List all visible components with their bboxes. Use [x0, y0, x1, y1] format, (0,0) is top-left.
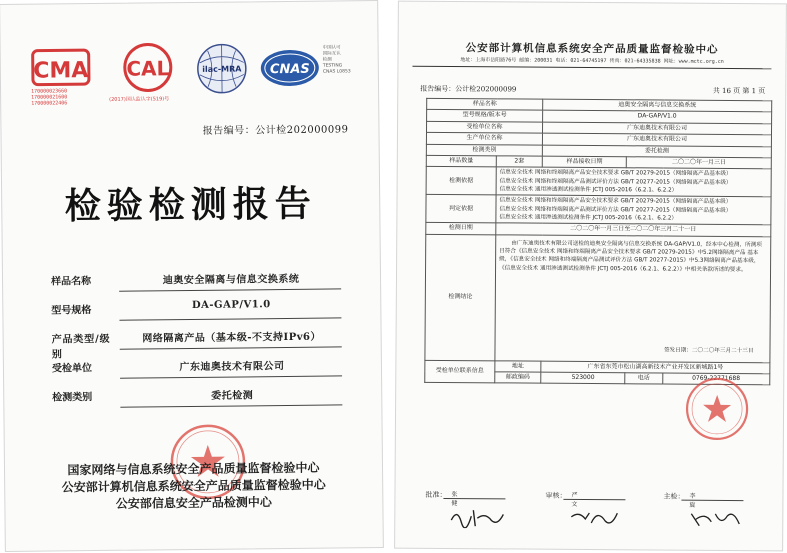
signature-role: 审核：	[545, 491, 567, 500]
field-label: 受检单位	[51, 363, 93, 375]
field-label: 型号规格	[51, 305, 92, 317]
cal-code: (2017)国认监认字(519)号	[109, 96, 170, 103]
cma-number-1: 170000023660	[31, 88, 68, 95]
cma-logo-icon	[31, 44, 91, 91]
cnas-side-line-5: CNAS L0853	[322, 69, 351, 75]
row-label: 受检单位名称	[426, 121, 542, 133]
page-title: 检验检测报告	[64, 182, 317, 228]
report-number: 报告编号：公计检202000099	[202, 124, 349, 137]
conclusion-text: 由广东迪奥技术有限公司送检的迪奥安全隔离与信息交换系统 DA-GAP/V1.0，经本中心检测，所测项目符合《信息安全技术 网络和终端隔离产品安全技术要求 GB/T 20279-2015》中5.2网络隔离产品 基本级，《信息安全技术 网络和终端隔离产品测试评价方法 GB/T 20277-2015》中5.3网络隔离产品基本级，《信息安全技术 通用渗透测试检测条件 JCTJ 005-2016（6.2.1、6.2.2）》中相关条款所述的要求。	[499, 240, 762, 273]
address-label: 地址	[495, 360, 541, 372]
field-underline	[120, 404, 342, 407]
issuer-line-3: 公安部信息安全产品检测中心	[115, 495, 272, 511]
field-value: 迪奥安全隔离与信息交换系统	[162, 273, 300, 287]
issuer-line-2: 公安部计算机信息系统安全产品质量监督检验中心	[61, 477, 326, 495]
signature-role: 批准：	[425, 490, 447, 499]
row-value: DA-GAP/V1.0	[543, 111, 772, 124]
detail-report-number: 报告编号：公计检202000099	[420, 84, 517, 94]
handwritten-signature-icon	[685, 508, 745, 530]
basis-line: 信息安全技术 网络和终端隔离产品安全技术要求 GB/T 20279-2015（网络隔离产品基本级）	[499, 169, 732, 178]
zip-label: 邮政编码	[495, 372, 541, 384]
field-underline	[119, 317, 341, 320]
field-row-product-type	[51, 321, 341, 361]
header-divider	[412, 66, 771, 70]
signature-main-inspector	[663, 492, 696, 509]
conclusion-content	[495, 234, 771, 362]
field-row-sample-name	[51, 263, 341, 295]
conclusion-label: 检测结论	[425, 234, 496, 360]
row-label: 样品名称	[427, 98, 543, 110]
field-value: 网络隔离产品（基本级-不支持IPv6）	[142, 331, 322, 345]
field-underline	[120, 346, 342, 349]
field-value: 广东迪奥技术有限公司	[179, 361, 285, 374]
test-date-value: 二〇二〇年一月三日至二〇二〇年三月二十一日	[496, 223, 771, 236]
field-label: 产品类型/级别	[51, 333, 110, 361]
signature-name: 李旋	[689, 492, 696, 509]
signature-role: 主检：	[663, 492, 685, 501]
test-date-label: 检测日期	[426, 223, 496, 235]
official-seal-icon	[684, 376, 750, 442]
basis-content	[496, 167, 771, 197]
cnas-side-line-4: TESTING	[322, 63, 343, 69]
cma-numbers	[31, 88, 95, 107]
sample-date-label: 样品接收日期	[542, 156, 626, 168]
row-value: 委托检测	[542, 145, 771, 158]
signature-review	[545, 491, 578, 508]
report-detail-page	[394, 1, 787, 552]
row-value: 广东迪奥技术有限公司	[543, 133, 772, 146]
table-row	[426, 167, 771, 197]
detail-table	[424, 98, 772, 386]
field-label: 样品名称	[50, 276, 92, 288]
sample-qty-label: 样品数量	[426, 155, 496, 167]
basis-label: 检测依据	[426, 167, 496, 195]
cnas-side-line-3: 检测	[322, 57, 332, 63]
field-underline	[120, 375, 342, 378]
handwritten-signature-icon	[447, 506, 507, 528]
basis-line: 信息安全技术 网络和终端隔离产品测试评价方法 GB/T 20277-2015（网络隔离产品基本级）	[499, 178, 732, 186]
issuer-line-1: 国家网络与信息系统安全产品质量监督检验中心	[67, 460, 320, 478]
judgment-line: 信息安全技术 通用渗透测试检测条件 JCTJ 005-2016（6.2.1、6.2.2）	[499, 214, 678, 222]
signature-name: 张健	[451, 491, 458, 508]
field-label: 检测类别	[52, 392, 93, 404]
phone-value: 0769-22771688	[662, 373, 769, 385]
ilac-logo-text: ilac-MRA	[202, 64, 242, 74]
field-value: DA-GAP/V1.0	[191, 299, 271, 311]
row-value: 迪奥安全隔离与信息交换系统	[543, 99, 772, 112]
detail-header: 公安部计算机信息系统安全产品质量监督检验中心	[465, 42, 719, 56]
report-cover-page	[0, 0, 384, 552]
judgment-content	[496, 195, 771, 225]
row-label: 生产单位名称	[426, 133, 542, 145]
field-row-model	[51, 292, 341, 324]
zip-value: 523000	[541, 372, 625, 384]
cnas-side-text	[323, 45, 369, 75]
issuing-organizations	[5, 459, 383, 514]
address-value: 广东省东莞市松山湖高新技术产业开发区新城路1号	[541, 361, 770, 374]
phone-label: 电话	[625, 373, 662, 385]
cnas-logo-icon	[259, 46, 321, 91]
signature-name: 严文	[571, 491, 578, 508]
cover-fields	[51, 263, 343, 411]
sign-date: 签发日期：二〇二〇年三月二十三日	[663, 347, 754, 355]
cma-number-2: 170000021600	[31, 94, 68, 101]
field-underline	[119, 288, 341, 291]
cnas-side-line-1: 中国认可	[322, 45, 341, 51]
row-label: 检测类别	[426, 144, 542, 156]
field-value: 委托检测	[211, 390, 254, 402]
sample-date-value: 二〇二〇年一月三日	[627, 157, 772, 169]
cma-logo-text: CMA	[33, 58, 89, 84]
contact-label: 受检单位联系信息	[425, 360, 495, 383]
judgment-label: 判定依据	[426, 195, 496, 223]
signature-row	[425, 490, 772, 532]
signature-approve	[425, 490, 458, 508]
cma-number-3: 170000022406	[31, 100, 68, 107]
table-row	[426, 195, 771, 225]
row-value: 广东迪奥技术有限公司	[543, 122, 772, 135]
judgment-line: 信息安全技术 网络和终端隔离产品测试评价方法 GB/T 20277-2015（网络隔离产品基本级）	[499, 205, 732, 214]
field-row-inspected-unit	[52, 350, 342, 382]
judgment-line: 信息安全技术 网络和终端隔离产品安全技术要求 GB/T 20279-2015（网络隔离产品基本级）	[499, 197, 732, 206]
basis-line: 信息安全技术 通用渗透测试检测条件 JCTJ 005-2016（6.2.1、6.2.2）	[499, 186, 678, 194]
table-row	[425, 234, 771, 362]
sample-qty-value: 2套	[496, 156, 542, 168]
cnas-logo-text: CNAS	[269, 61, 310, 78]
handwritten-signature-icon	[567, 507, 627, 529]
detail-address: 地址：上海市岳阳路76号 邮编：200031 电话：021-64745197 传真：021-64335838 网址：www.mctc.org.cn	[460, 57, 724, 65]
cnas-side-line-2: 国际互认	[322, 51, 341, 57]
row-label: 型号规格/版本号	[427, 110, 543, 122]
cal-logo-icon	[119, 41, 178, 94]
field-row-test-category	[52, 379, 342, 411]
cal-logo-text: CAL	[126, 56, 170, 81]
page-indicator: 共 16 页 第 1 页	[712, 86, 766, 96]
ilac-mra-logo-icon	[194, 40, 251, 97]
